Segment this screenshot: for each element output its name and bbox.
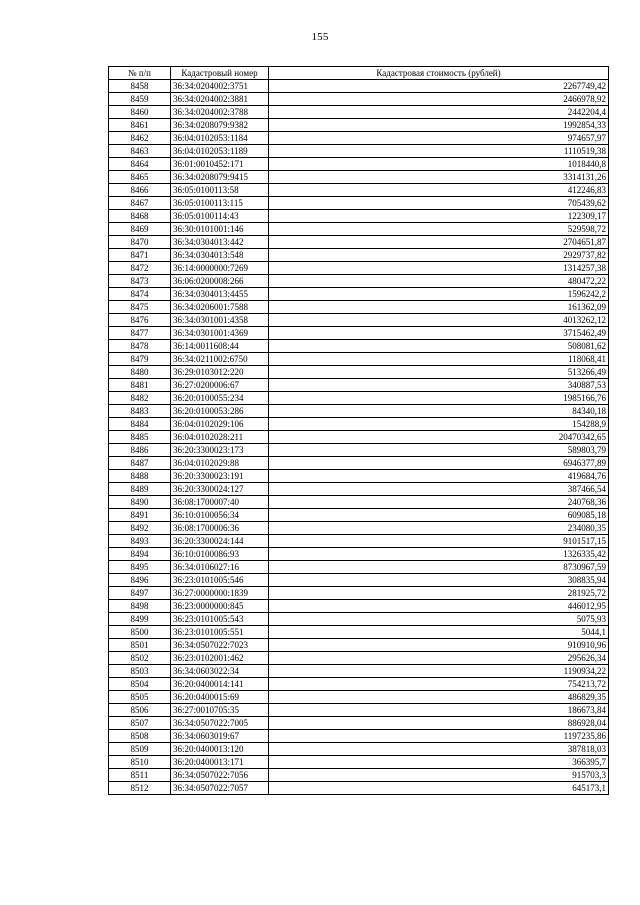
table-row bbox=[109, 353, 609, 366]
row-number-cell: 8503 bbox=[109, 665, 171, 678]
table-row bbox=[109, 379, 609, 392]
cadastral-number-cell: 36:05:0100113:58 bbox=[171, 184, 269, 197]
table-row bbox=[109, 665, 609, 678]
cadastral-value-cell: 915703,3 bbox=[269, 769, 609, 782]
table-row bbox=[109, 483, 609, 496]
row-number-cell: 8482 bbox=[109, 392, 171, 405]
cadastral-value-cell: 6946377,89 bbox=[269, 457, 609, 470]
row-number-cell: 8459 bbox=[109, 93, 171, 106]
table-row bbox=[109, 548, 609, 561]
cadastral-number-cell: 36:34:0301001:4369 bbox=[171, 327, 269, 340]
cadastral-value-cell: 508081,62 bbox=[269, 340, 609, 353]
cadastral-value-table bbox=[108, 66, 609, 795]
cadastral-number-cell: 36:34:0507022:7057 bbox=[171, 782, 269, 795]
table-row bbox=[109, 613, 609, 626]
cadastral-value-cell: 446012,95 bbox=[269, 600, 609, 613]
cadastral-value-cell: 5075,93 bbox=[269, 613, 609, 626]
table-row bbox=[109, 600, 609, 613]
row-number-cell: 8505 bbox=[109, 691, 171, 704]
table-row bbox=[109, 418, 609, 431]
row-number-cell: 8509 bbox=[109, 743, 171, 756]
row-number-cell: 8497 bbox=[109, 587, 171, 600]
table-row bbox=[109, 509, 609, 522]
table-row bbox=[109, 340, 609, 353]
cadastral-value-cell: 118068,41 bbox=[269, 353, 609, 366]
row-number-cell: 8483 bbox=[109, 405, 171, 418]
row-number-cell: 8492 bbox=[109, 522, 171, 535]
cadastral-value-cell: 754213,72 bbox=[269, 678, 609, 691]
table-body bbox=[109, 80, 609, 795]
table-row bbox=[109, 561, 609, 574]
column-header-number: № п/п bbox=[109, 67, 171, 80]
row-number-cell: 8481 bbox=[109, 379, 171, 392]
cadastral-number-cell: 36:27:0010705:35 bbox=[171, 704, 269, 717]
row-number-cell: 8461 bbox=[109, 119, 171, 132]
table-row bbox=[109, 704, 609, 717]
cadastral-number-cell: 36:30:0101001:146 bbox=[171, 223, 269, 236]
cadastral-number-cell: 36:01:0010452:171 bbox=[171, 158, 269, 171]
cadastral-number-cell: 36:10:0100056:34 bbox=[171, 509, 269, 522]
cadastral-number-cell: 36:20:3300024:127 bbox=[171, 483, 269, 496]
table-row bbox=[109, 522, 609, 535]
cadastral-value-cell: 281925,72 bbox=[269, 587, 609, 600]
cadastral-value-cell: 5044,1 bbox=[269, 626, 609, 639]
row-number-cell: 8466 bbox=[109, 184, 171, 197]
row-number-cell: 8474 bbox=[109, 288, 171, 301]
cadastral-number-cell: 36:34:0304013:442 bbox=[171, 236, 269, 249]
table-row bbox=[109, 782, 609, 795]
table-row bbox=[109, 444, 609, 457]
table-row bbox=[109, 769, 609, 782]
cadastral-number-cell: 36:20:3300024:144 bbox=[171, 535, 269, 548]
table-row bbox=[109, 496, 609, 509]
row-number-cell: 8495 bbox=[109, 561, 171, 574]
cadastral-number-cell: 36:04:0102053:1184 bbox=[171, 132, 269, 145]
row-number-cell: 8508 bbox=[109, 730, 171, 743]
row-number-cell: 8484 bbox=[109, 418, 171, 431]
cadastral-number-cell: 36:20:0400013:120 bbox=[171, 743, 269, 756]
cadastral-number-cell: 36:05:0100114:43 bbox=[171, 210, 269, 223]
cadastral-value-cell: 3314131,26 bbox=[269, 171, 609, 184]
table-row bbox=[109, 314, 609, 327]
table-row bbox=[109, 457, 609, 470]
row-number-cell: 8478 bbox=[109, 340, 171, 353]
table-row bbox=[109, 262, 609, 275]
row-number-cell: 8486 bbox=[109, 444, 171, 457]
table-header-row bbox=[109, 67, 609, 80]
cadastral-value-cell: 308835,94 bbox=[269, 574, 609, 587]
cadastral-value-cell: 295626,34 bbox=[269, 652, 609, 665]
table-row bbox=[109, 93, 609, 106]
cadastral-value-cell: 1992854,33 bbox=[269, 119, 609, 132]
table-row bbox=[109, 535, 609, 548]
cadastral-value-cell: 886928,04 bbox=[269, 717, 609, 730]
cadastral-value-cell: 480472,22 bbox=[269, 275, 609, 288]
row-number-cell: 8471 bbox=[109, 249, 171, 262]
table-row bbox=[109, 119, 609, 132]
cadastral-value-cell: 609085,18 bbox=[269, 509, 609, 522]
row-number-cell: 8502 bbox=[109, 652, 171, 665]
row-number-cell: 8464 bbox=[109, 158, 171, 171]
row-number-cell: 8465 bbox=[109, 171, 171, 184]
cadastral-value-cell: 240768,36 bbox=[269, 496, 609, 509]
cadastral-value-cell: 1596242,2 bbox=[269, 288, 609, 301]
cadastral-number-cell: 36:34:0304013:548 bbox=[171, 249, 269, 262]
cadastral-number-cell: 36:27:0000000:1839 bbox=[171, 587, 269, 600]
cadastral-value-cell: 186673,84 bbox=[269, 704, 609, 717]
cadastral-value-cell: 340887,53 bbox=[269, 379, 609, 392]
cadastral-value-cell: 529598,72 bbox=[269, 223, 609, 236]
cadastral-value-cell: 1985166,76 bbox=[269, 392, 609, 405]
cadastral-number-cell: 36:14:0011608:44 bbox=[171, 340, 269, 353]
cadastral-value-cell: 387466,54 bbox=[269, 483, 609, 496]
cadastral-number-cell: 36:04:0102028:211 bbox=[171, 431, 269, 444]
table-row bbox=[109, 470, 609, 483]
cadastral-number-cell: 36:34:0204002:3788 bbox=[171, 106, 269, 119]
table-row bbox=[109, 743, 609, 756]
table-row bbox=[109, 210, 609, 223]
table-row bbox=[109, 756, 609, 769]
table-row bbox=[109, 652, 609, 665]
page-number: 155 bbox=[311, 31, 329, 43]
cadastral-number-cell: 36:34:0301001:4358 bbox=[171, 314, 269, 327]
table-row bbox=[109, 132, 609, 145]
cadastral-number-cell: 36:10:0100086:93 bbox=[171, 548, 269, 561]
row-number-cell: 8460 bbox=[109, 106, 171, 119]
cadastral-value-cell: 154288,9 bbox=[269, 418, 609, 431]
row-number-cell: 8475 bbox=[109, 301, 171, 314]
cadastral-value-cell: 3715462,49 bbox=[269, 327, 609, 340]
table-row bbox=[109, 171, 609, 184]
row-number-cell: 8494 bbox=[109, 548, 171, 561]
row-number-cell: 8511 bbox=[109, 769, 171, 782]
row-number-cell: 8500 bbox=[109, 626, 171, 639]
table-row bbox=[109, 223, 609, 236]
cadastral-value-cell: 366395,7 bbox=[269, 756, 609, 769]
table-row bbox=[109, 691, 609, 704]
cadastral-number-cell: 36:06:0200008:266 bbox=[171, 275, 269, 288]
row-number-cell: 8507 bbox=[109, 717, 171, 730]
row-number-cell: 8504 bbox=[109, 678, 171, 691]
cadastral-number-cell: 36:34:0507022:7023 bbox=[171, 639, 269, 652]
cadastral-number-cell: 36:20:3300023:191 bbox=[171, 470, 269, 483]
table-row bbox=[109, 678, 609, 691]
table-row bbox=[109, 184, 609, 197]
cadastral-value-cell: 2442204,4 bbox=[269, 106, 609, 119]
row-number-cell: 8469 bbox=[109, 223, 171, 236]
cadastral-value-cell: 161362,09 bbox=[269, 301, 609, 314]
cadastral-value-cell: 705439,62 bbox=[269, 197, 609, 210]
table-row bbox=[109, 288, 609, 301]
row-number-cell: 8491 bbox=[109, 509, 171, 522]
row-number-cell: 8467 bbox=[109, 197, 171, 210]
cadastral-value-cell: 1018440,8 bbox=[269, 158, 609, 171]
row-number-cell: 8485 bbox=[109, 431, 171, 444]
cadastral-value-cell: 2704651,87 bbox=[269, 236, 609, 249]
cadastral-number-cell: 36:34:0206001:7588 bbox=[171, 301, 269, 314]
cadastral-number-cell: 36:04:0102053:1189 bbox=[171, 145, 269, 158]
cadastral-value-cell: 387818,03 bbox=[269, 743, 609, 756]
cadastral-value-cell: 1190934,22 bbox=[269, 665, 609, 678]
table-row bbox=[109, 626, 609, 639]
cadastral-number-cell: 36:20:3300023:173 bbox=[171, 444, 269, 457]
cadastral-value-cell: 2466978,92 bbox=[269, 93, 609, 106]
table-row bbox=[109, 730, 609, 743]
row-number-cell: 8470 bbox=[109, 236, 171, 249]
row-number-cell: 8480 bbox=[109, 366, 171, 379]
cadastral-number-cell: 36:08:1700006:36 bbox=[171, 522, 269, 535]
row-number-cell: 8479 bbox=[109, 353, 171, 366]
cadastral-value-cell: 910910,96 bbox=[269, 639, 609, 652]
cadastral-value-cell: 412246,83 bbox=[269, 184, 609, 197]
cadastral-number-cell: 36:34:0507022:7056 bbox=[171, 769, 269, 782]
cadastral-value-cell: 9101517,15 bbox=[269, 535, 609, 548]
cadastral-value-cell: 20470342,65 bbox=[269, 431, 609, 444]
row-number-cell: 8506 bbox=[109, 704, 171, 717]
cadastral-value-cell: 589803,79 bbox=[269, 444, 609, 457]
table-row bbox=[109, 80, 609, 93]
table-row bbox=[109, 158, 609, 171]
column-header-cadastral-value: Кадастровая стоимость (рублей) bbox=[269, 67, 609, 80]
table-row bbox=[109, 275, 609, 288]
cadastral-number-cell: 36:34:0507022:7005 bbox=[171, 717, 269, 730]
cadastral-number-cell: 36:20:0400015:69 bbox=[171, 691, 269, 704]
cadastral-number-cell: 36:20:0400014:141 bbox=[171, 678, 269, 691]
cadastral-value-cell: 8730967,59 bbox=[269, 561, 609, 574]
row-number-cell: 8487 bbox=[109, 457, 171, 470]
column-header-cadastral-number: Кадастровый номер bbox=[171, 67, 269, 80]
cadastral-number-cell: 36:34:0603019:67 bbox=[171, 730, 269, 743]
table-row bbox=[109, 327, 609, 340]
cadastral-number-cell: 36:34:0208079:9415 bbox=[171, 171, 269, 184]
table-row bbox=[109, 236, 609, 249]
row-number-cell: 8489 bbox=[109, 483, 171, 496]
cadastral-number-cell: 36:34:0208079:9382 bbox=[171, 119, 269, 132]
cadastral-number-cell: 36:34:0211002:6750 bbox=[171, 353, 269, 366]
table-row bbox=[109, 431, 609, 444]
cadastral-value-cell: 486829,35 bbox=[269, 691, 609, 704]
cadastral-number-cell: 36:23:0000000:845 bbox=[171, 600, 269, 613]
row-number-cell: 8496 bbox=[109, 574, 171, 587]
row-number-cell: 8462 bbox=[109, 132, 171, 145]
cadastral-value-cell: 2267749,42 bbox=[269, 80, 609, 93]
cadastral-number-cell: 36:29:0103012:220 bbox=[171, 366, 269, 379]
row-number-cell: 8488 bbox=[109, 470, 171, 483]
cadastral-number-cell: 36:20:0100053:286 bbox=[171, 405, 269, 418]
row-number-cell: 8468 bbox=[109, 210, 171, 223]
table-row bbox=[109, 639, 609, 652]
row-number-cell: 8498 bbox=[109, 600, 171, 613]
row-number-cell: 8510 bbox=[109, 756, 171, 769]
cadastral-number-cell: 36:08:1700007:40 bbox=[171, 496, 269, 509]
cadastral-value-cell: 2929737,82 bbox=[269, 249, 609, 262]
row-number-cell: 8458 bbox=[109, 80, 171, 93]
cadastral-value-cell: 419684,76 bbox=[269, 470, 609, 483]
table-row bbox=[109, 249, 609, 262]
cadastral-number-cell: 36:20:0400013:171 bbox=[171, 756, 269, 769]
cadastral-number-cell: 36:34:0204002:3751 bbox=[171, 80, 269, 93]
cadastral-value-cell: 122309,17 bbox=[269, 210, 609, 223]
table-row bbox=[109, 392, 609, 405]
row-number-cell: 8512 bbox=[109, 782, 171, 795]
cadastral-value-cell: 645173,1 bbox=[269, 782, 609, 795]
cadastral-number-cell: 36:20:0100055:234 bbox=[171, 392, 269, 405]
row-number-cell: 8501 bbox=[109, 639, 171, 652]
row-number-cell: 8476 bbox=[109, 314, 171, 327]
cadastral-value-cell: 1110519,38 bbox=[269, 145, 609, 158]
cadastral-value-cell: 84340,18 bbox=[269, 405, 609, 418]
table-row bbox=[109, 366, 609, 379]
cadastral-number-cell: 36:23:0101005:546 bbox=[171, 574, 269, 587]
cadastral-number-cell: 36:34:0106027:16 bbox=[171, 561, 269, 574]
cadastral-number-cell: 36:27:0200006:67 bbox=[171, 379, 269, 392]
cadastral-number-cell: 36:23:0101005:551 bbox=[171, 626, 269, 639]
cadastral-number-cell: 36:23:0102001:462 bbox=[171, 652, 269, 665]
cadastral-value-cell: 1197235,86 bbox=[269, 730, 609, 743]
table-row bbox=[109, 587, 609, 600]
cadastral-value-cell: 1326335,42 bbox=[269, 548, 609, 561]
row-number-cell: 8472 bbox=[109, 262, 171, 275]
cadastral-number-cell: 36:23:0101005:543 bbox=[171, 613, 269, 626]
row-number-cell: 8490 bbox=[109, 496, 171, 509]
row-number-cell: 8473 bbox=[109, 275, 171, 288]
table-row bbox=[109, 145, 609, 158]
table-row bbox=[109, 197, 609, 210]
cadastral-value-cell: 4013262,12 bbox=[269, 314, 609, 327]
table-row bbox=[109, 106, 609, 119]
cadastral-number-cell: 36:34:0204002:3881 bbox=[171, 93, 269, 106]
cadastral-number-cell: 36:04:0102029:106 bbox=[171, 418, 269, 431]
cadastral-value-cell: 513266,49 bbox=[269, 366, 609, 379]
cadastral-number-cell: 36:05:0100113:115 bbox=[171, 197, 269, 210]
cadastral-number-cell: 36:04:0102029:88 bbox=[171, 457, 269, 470]
cadastral-number-cell: 36:34:0304013:4455 bbox=[171, 288, 269, 301]
table-row bbox=[109, 301, 609, 314]
cadastral-value-cell: 234080,35 bbox=[269, 522, 609, 535]
row-number-cell: 8499 bbox=[109, 613, 171, 626]
row-number-cell: 8477 bbox=[109, 327, 171, 340]
row-number-cell: 8493 bbox=[109, 535, 171, 548]
table-row bbox=[109, 405, 609, 418]
table-row bbox=[109, 717, 609, 730]
cadastral-number-cell: 36:34:0603022:34 bbox=[171, 665, 269, 678]
row-number-cell: 8463 bbox=[109, 145, 171, 158]
cadastral-value-cell: 1314257,38 bbox=[269, 262, 609, 275]
cadastral-value-cell: 974657,97 bbox=[269, 132, 609, 145]
table-row bbox=[109, 574, 609, 587]
cadastral-number-cell: 36:14:0000000:7269 bbox=[171, 262, 269, 275]
